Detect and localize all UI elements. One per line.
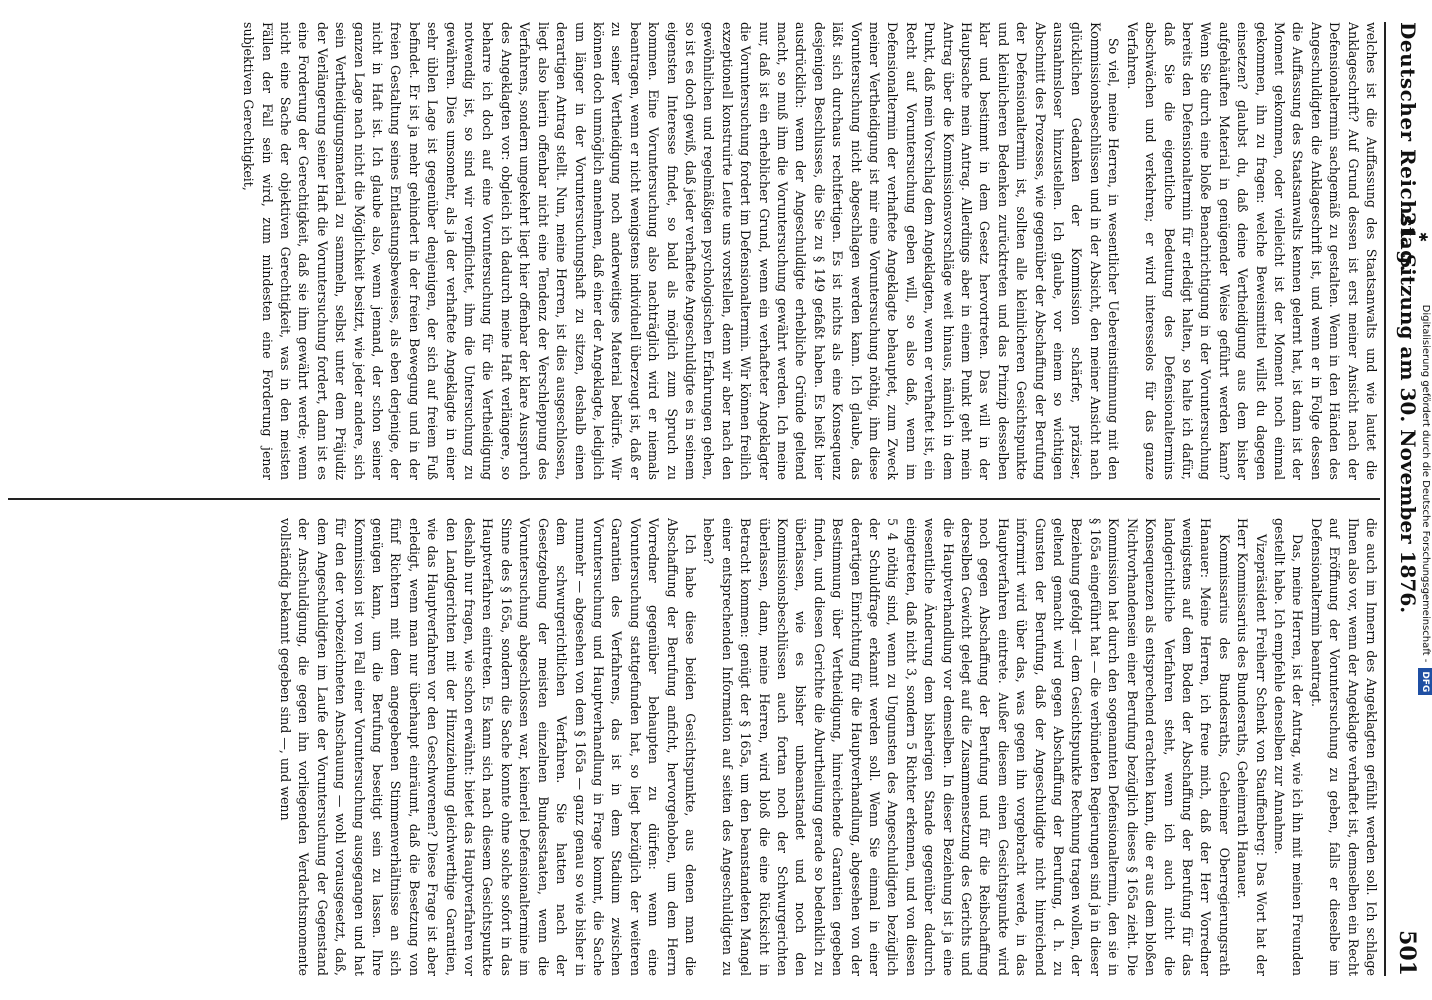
paragraph: die auch im Innern des Angeklagten gefühlt werden soll. Ich schlage Ihnen also vor, wenn der Angeklagte verhaftet ist, demselben ein Recht auf Eröffnung der Voruntersuchung zu geben, falls er dieselbe im Defensionaltermin beantragt. [1308, 518, 1379, 976]
paragraph: Ich habe diese beiden Gesichtspunkte, aus denen man die Abschaffung der Berufung anficht, hervorgehoben, um dem Herrn Vorredner gegenüber behaupten zu dürfen: wenn eine Voruntersuchung stattgefunden hat, so liegt bezüglich der weiteren Garantien des Verfahrens, das ist in dem Stadium zwischen Voruntersuchung und Hauptverhandlung in Frage kommt, die Sache nunmehr — abgesehen von dem § 165a — ganz genau so wie bisher in dem schwurgerichtlichen Verfahren. Sie hatten nach der Gesetzgebung der meisten einzelnen Bundesstaaten, wenn die Voruntersuchung abgeschlossen war, keinerlei Defensionaltermine im Sinne des § 165a, sondern die Sache konnte ohne solche sofort in das Hauptverfahren eintreten. Es kann sich nach diesem Gesichtspunkte deshalb nur fragen, wie schon erwähnt: bietet das Hauptverfahren vor den Landgerichten mit der Hinzuziehung gleichwerthige Garantien, wie das Hauptverfahren vor den Geschworenen? Diese Frage ist aber erledigt, wenn man nur überhaupt einräumt, daß die Besetzung von fünf Richtern mit dem angegebenen Stimmenverhältnisse an sich genügen kann, um die Berufung beseitigt sein zu lassen. Ihre Kommission ist von Fall einer Voruntersuchung ausgegangen und hat für den der vorbezeichneten Anschauung — wohl vorausgesetzt, daß, dem Angeschuldigten im Laufe der Voruntersuchung der Gegenstand der Anschuldigung, die gegen ihn vorliegenden Verdachtsmomente vollständig bekannt gegeben sind —, und wenn [278, 518, 698, 976]
text-columns [8, 22, 1380, 976]
session-title: 21. Sitzung am 30. November 1876. [1396, 212, 1420, 614]
paragraph: Das, meine Herren, ist der Antrag, wie ich ihn mit meinen Freunden gestellt habe. Ich empfehle denselben zur Annahme. [1271, 518, 1306, 976]
speaker-paragraph: Vizepräsident Freiherr Schenk von Stauffenberg: Das Wort hat der Herr Kommissarius des Bundesraths, Geheimrath Hanauer. [1235, 518, 1269, 976]
ornament-mark: ✱ [1416, 232, 1430, 243]
digitization-credit [1418, 10, 1432, 990]
dfg-logo: DFG [1418, 668, 1432, 695]
paragraph: welches ist die Auffassung des Staatsanwalts und wie lautet die Anklageschrift? Auf Grund dessen ist erst meiner Ansicht nach der Defensionaltermin sachgemäß zu gestalten. Wenn in den Händen des Angeschuldigten die Anklageschrift ist, und wenn er in Folge dessen die Auffassung des Staatsanwalts kennen gelernt hat, ist dann ist der Moment gekommen, oder vielleicht ist der Moment noch einmal gekommen, ihn zu fragen: welche Beweismittel willst du dagegen einsetzen? glaubst du, daß deine Vertheidigung aus dem bisher aufgehäuften Material in genügender Weise geführt werden kann? Wenn Sie durch eine bloße Benachrichtigung in der Voruntersuchung bereits den Defensionaltermin für erledigt halten, so halte ich dafür, daß Sie die eigentliche Bedeutung des Defensionaltermins abschwächen und verkehren; er wird interesselos für das ganze Verfahren. [1124, 22, 1379, 480]
credit-text: Digitalisierung gefördert durch die Deutsche Forschungsgemeinschaft - [1420, 304, 1431, 663]
paragraph: So viel, meine Herren, in wesentlicher Uebereinstimmung mit den Kommissionsbeschlüssen und in der Absicht, den meiner Ansicht nach glücklichen Gedanken der Kommission schärfer, präziser, ausnahmsloser hinzustellen. Ich glaube, vor einem so wichtigen Abschnitt des Prozesses, wie gegenüber der Abschaffung der Berufung der Defensionaltermin ist, sollten alle kleinlicheren Gesichtspunkte und kleinlicheren Bedenken zurücktreten und das Prinzip desselben klar und bestimmt in dem Gesetz hervortreten. Das will in der Hauptsache mein Antrag. Allerdings aber in einem Punkt geht mein Antrag über die Kommissionsvorschläge weit hinaus, nämlich in dem Punkt, daß mein Vorschlag dem Angeklagten, wenn er verhaftet ist, ein Recht auf Voruntersuchung geben will, so also daß, wenn im Defensionaltermin der verhaftete Angeklagte behauptet, zum Zweck meiner Vertheidigung ist mir eine Voruntersuchung nöthig, ihm diese Voruntersuchung nicht abgeschlagen werden kann. Ich glaube, das läßt sich durchaus rechtfertigen. Es ist nichts als eine Konsequenz desjenigen Beschlusses, die Sie zu § 149 gefaßt haben. Es heißt hier ausdrücklich: wenn der Angeschuldigte erhebliche Gründe geltend macht, so muß ihm die Voruntersuchung gewährt werden. Ich meine nur, daß ist ein erheblicher Grund, wenn ein verhafteter Angeklagter die Voruntersuchung fordert im Defensionaltermin. Wir können freilich exzeptionell konstruirte Leute uns vorstellen, denn wir aber nach den gewöhnlichen und regelmäßigen psychologischen Erfahrungen gehen, so ist es doch gewiß, daß jeder verhaftete Angeschuldigte es in seinem eigensten Interesse findet, so bald als möglich zum Spruch zu kommen. Eine Voruntersuchung also nachträglich wird er niemals beantragen, wenn er nicht wenigstens individuell überzeugt ist, daß er zu seiner Vertheidigung noch anderweitiges Material bedürfe. Wir können doch unmöglich annehmen, daß einer der Angeklagte, lediglich um länger in der Voruntersuchungshaft zu sitzen, deshalb einen derartigen Antrag stellt. Nun, meine Herren, ist dies ausgeschlossen, liegt also hierin offenbar nicht eine Tendenz der Verschleppung des Verfahrens, sondern umgekehrt liegt hier offenbar der klare Ausspruch des Angeklagten vor: obgleich ich dadurch meine Haft verlängere, so beharre ich doch auf eine Voruntersuchung für die Vertheidigung notwendig ist, so sind wir verpflichtet, ihm die Untersuchung zu gewähren. Dies umsomehr, als ja der verhaftete Angeklagte in einer sehr üblen Lage ist gegenüber denjenigen, der sich auf freiem Fuß befindet. Er ist ja mehr gehindert in der freien Bewegung und in der freien Gestaltung seines Entlastungsbeweises, als eben derjenige, der nicht in Haft ist. Ich glaube also, wenn jemand, der schon seiner ganzen Lage nach nicht die Möglichkeit besitzt, wie jeder andere, sich sein Vertheidigungsmaterial zu sammeln, selbst unter dem Präjudiz der Verlängerung seiner Haft die Voruntersuchung fordert, dann ist es eine Forderung der Gerechtigkeit, daß sie ihm gewährt werde; wenn nicht eine Sache der objektiven Gerechtigkeit, was in den meisten Fällen der Fall sein wird, zum mindesten eine Forderung jener subjektiven Gerechtigkeit, [241, 22, 1122, 480]
speaker-paragraph: Kommissarius des Bundesraths, Geheimer Oberregierungsrath Hanauer: Meine Herren, ich freue mich, daß der Herr Vorredner wenigstens auf dem Boden der Abschaffung der Berufung für das landgerichtliche Verfahren steht, wenn ich auch nicht die Konsequenzen als entsprechend erachten kann, die er aus dem bloßen Nichtvorhandensein einer Berufung bezüglich dieses § 165a zieht. Die Kommission hat durch den sogenannten Defensionaltermin, den sie in § 165a eingeführt hat — die verbündeten Regierungen sind ja in dieser Beziehung gefolgt — dem Gesichtspunkte Rechnung tragen wollen, der geltend gemacht wird gegen Abschaffung der Berufung, d. h. zu Gunsten der Berufung, daß der Angeschuldigte nicht hinreichend informirt wird über das, was gegen ihn vorgebracht werde, in das Hauptverfahren eintrete. Außer diesem einen Gesichtspunkte wird noch gegen Abschaffung der Berufung und für die Reibschaffung derselben Gewicht gelegt auf die Zusammensetzung des Gerichts und die Hauptverhandlung vor demselben. In dieser Beziehung ist ja eine wesentliche Änderung dem bisherigen Stande gegenüber dadurch eingetreten, daß nicht 3, sondern 5 Richter erkennen, und von diesen 5 4 nöthig sind, wenn zu Ungunsten des Angeschuldigten bezüglich der Schuldfrage erkannt werden soll. Wenn Sie einmal in einer derartigen Einrichtung für die Hauptverhandlung, abgesehen von der Bestimmung über Vertheidigung, hinreichende Garantien gegeben finden, und diesen Gerichte die Aburtheilung gerade so bedenklich zu überlassen, wie es bisher unbeanstandet und noch den Kommissionsbeschlüssen auch fortan noch der Schwurgerichten überlassen, dann, meine Herren, wird bloß die eine Rücksicht in Betracht kommen: genügt der § 165a, um den beanstandeten Mangel einer entsprechenden Information auf seiten des Angeschuldigten zu heben? [701, 518, 1232, 976]
page-number: 501 [1394, 930, 1420, 976]
right-column [8, 518, 1380, 976]
left-column [8, 22, 1380, 480]
journal-title: Deutscher Reichstag. [1396, 22, 1420, 273]
column-divider [8, 498, 1380, 500]
